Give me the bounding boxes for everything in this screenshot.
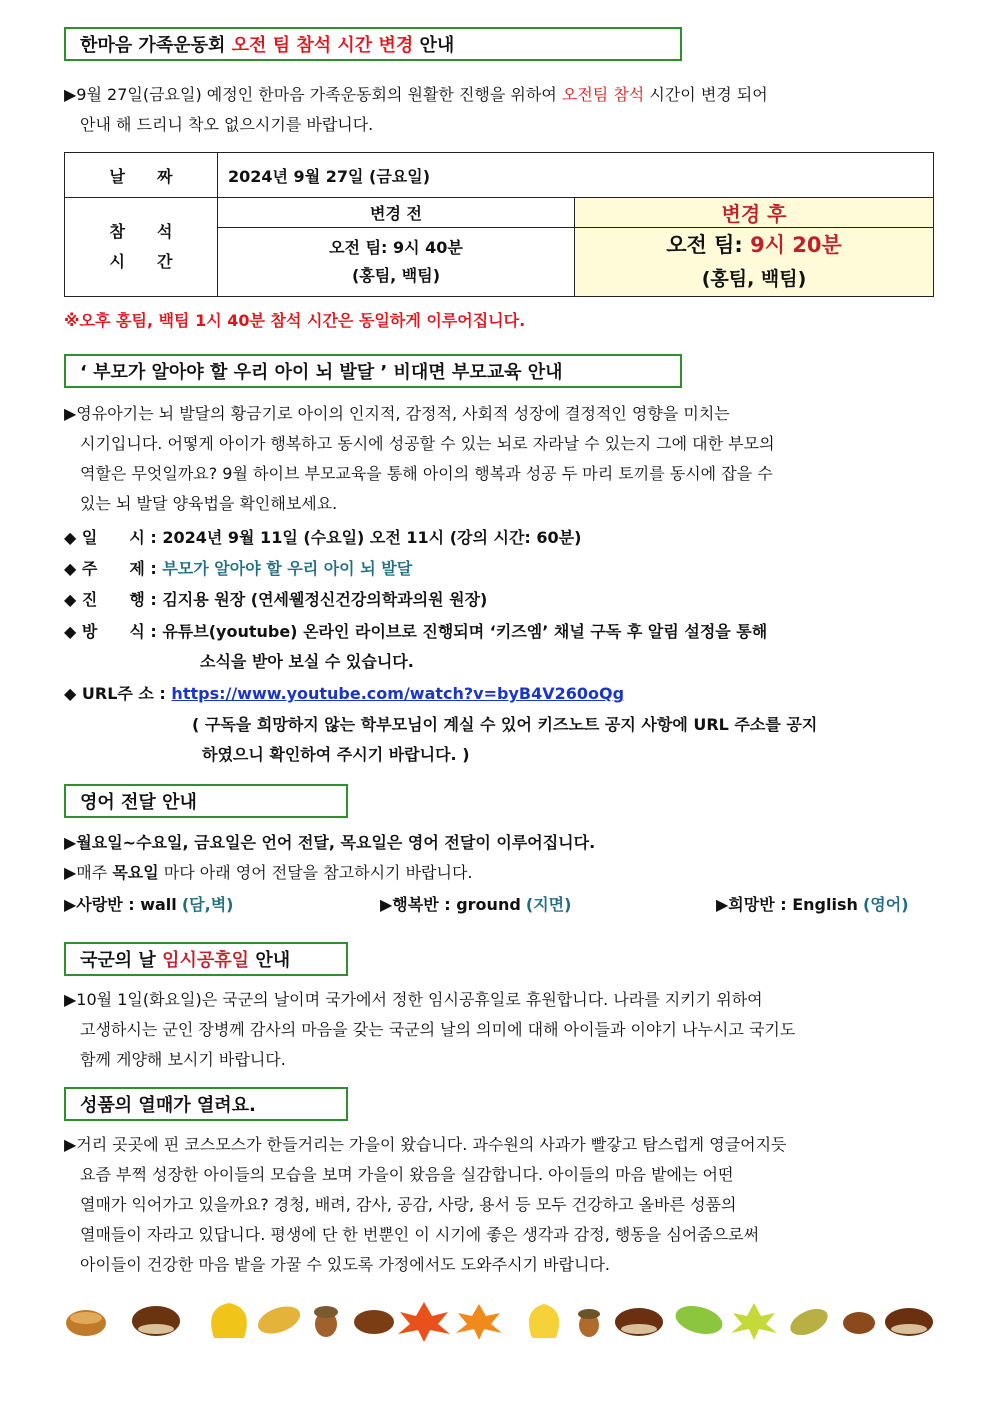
event-change-paragraph: ▶9월 27일(금요일) 예정인 한마음 가족운동회의 원활한 진행을 위하여 오전팀 참석 시간이 변경 되어 안내 해 드리니 착오 없으시기를 바랍니다. <box>64 85 768 134</box>
chestnut-icon <box>885 1308 933 1336</box>
class-sarang: ▶사랑반 : wall (담,벽) <box>64 895 234 914</box>
url-note: ( 구독을 희망하지 않는 학부모님이 계실 수 있어 키즈노트 공지 사항에 URL 주소를 공지 하였으니 확인하여 주시기 바랍니다. ) <box>192 715 818 764</box>
chestnut-icon <box>66 1310 106 1336</box>
youtube-link[interactable]: https://www.youtube.com/watch?v=byB4V260oQg <box>171 684 625 703</box>
afternoon-note: ※오후 홍팀, 백팀 1시 40분 참석 시간은 동일하게 이루어집니다. <box>64 311 526 330</box>
section-title-english: 영어 전달 안내 <box>64 784 348 818</box>
item-date: ◆ 일 시 : 2024년 9월 11일 (수요일) 오전 11시 (강의 시간: 60분) <box>64 528 582 547</box>
armed-forces-paragraph: ▶10월 1일(화요일)은 국군의 날이며 국가에서 정한 임시공휴일로 휴원합니다. 나라를 지키기 위하여 고생하시는 군인 장병께 감사의 마음을 갖는 국군의 날의 의미에 대해 아이들과 이야기 나누시고 국기도 함께 게양해 보시기 바랍니다. <box>64 990 796 1069</box>
schedule-table <box>64 152 934 297</box>
chestnut-icon <box>354 1310 394 1334</box>
date-value: 2024년 9월 27일 (금요일) <box>218 153 934 198</box>
leaf-icon <box>672 1301 725 1339</box>
chestnut-icon <box>843 1312 875 1334</box>
autumn-leaves-border <box>64 1298 934 1344</box>
before-change-label: 변경 전 <box>218 198 575 228</box>
attendance-time-label: 참 석 시 간 <box>65 198 218 297</box>
item-topic: ◆ 주 제 : 부모가 알아야 할 우리 아이 뇌 발달 <box>64 559 413 578</box>
date-label: 날 짜 <box>65 153 218 198</box>
character-fruit-paragraph: ▶거리 곳곳에 핀 코스모스가 한들거리는 가을이 왔습니다. 과수원의 사과가 빨갛고 탐스럽게 영글어지듯 요즘 부쩍 성장한 아이들의 모습을 보며 가을이 왔음을 실감합니다. 아이들의 마음 밭에는 어떤 열매가 익어가고 있을까요? 경청, 배려, 감사, 공감, 사랑, 용서 등 모두 건강하고 올바른 성품의 열매들이 자라고 있답니다. 평생에 단 한 번뿐인 이 시기에 좋은 생각과 감정, 행동을 심어줌으로써 아이들이 건강한 마음 밭을 가꿀 수 있도록 가정에서도 도와주시기 바랍니다. <box>64 1135 787 1274</box>
item-host: ◆ 진 행 : 김지용 원장 (연세웰정신건강의학과의원 원장) <box>64 590 488 609</box>
item-url: ◆ URL주 소 : https://www.youtube.com/watch?v=byB4V260oQg <box>64 684 625 703</box>
before-change-value: 오전 팀: 9시 40분 (홍팀, 백팀) <box>218 228 575 297</box>
chestnut-icon <box>615 1308 663 1336</box>
section-title-event-change: 한마음 가족운동회 오전 팀 참석 시간 변경 안내 <box>64 27 682 61</box>
chestnut-icon <box>132 1306 180 1336</box>
acorn-icon <box>578 1309 600 1337</box>
class-haengbok: ▶행복반 : ground (지면) <box>380 895 572 914</box>
maple-leaf-icon <box>398 1302 450 1342</box>
ginkgo-leaf-icon <box>211 1303 247 1338</box>
section-title-parent-education: ‘ 부모가 알아야 할 우리 아이 뇌 발달 ’ 비대면 부모교육 안내 <box>64 354 682 388</box>
ginkgo-leaf-icon <box>529 1304 559 1338</box>
section-title-armed-forces-day: 국군의 날 임시공휴일 안내 <box>64 942 348 976</box>
parent-education-paragraph: ▶영유아기는 뇌 발달의 황금기로 아이의 인지적, 감정적, 사회적 성장에 결정적인 영향을 미치는 시기입니다. 어떻게 아이가 행복하고 동시에 성공할 수 있는 뇌로 자라날 수 있는지 그에 대한 부모의 역할은 무엇일까요? 9월 하이브 부모교육을 통해 아이의 행복과 성공 두 마리 토끼를 동시에 잡을 수 있는 뇌 발달 양육법을 확인해보세요. <box>64 404 775 513</box>
class-huimang: ▶희망반 : English (영어) <box>716 895 909 914</box>
leaf-icon <box>786 1304 832 1341</box>
leaf-icon <box>254 1301 304 1339</box>
acorn-icon <box>314 1306 338 1337</box>
item-method: ◆ 방 식 : 유튜브(youtube) 온라인 라이브로 진행되며 ‘키즈엠’ 채널 구독 후 알림 설정을 통해 <box>64 622 768 641</box>
english-paragraph: ▶월요일~수요일, 금요일은 언어 전달, 목요일은 영어 전달이 이루어집니다. ▶매주 목요일 마다 아래 영어 전달을 참고하시기 바랍니다. <box>64 833 596 882</box>
item-method-cont: 소식을 받아 보실 수 있습니다. <box>200 652 414 671</box>
after-change-label: 변경 후 <box>575 198 934 228</box>
after-change-value: 오전 팀: 9시 20분 (홍팀, 백팀) <box>575 228 934 297</box>
section-title-character-fruit: 성품의 열매가 열려요. <box>64 1087 348 1121</box>
maple-leaf-icon <box>731 1303 777 1340</box>
maple-leaf-icon <box>456 1304 502 1340</box>
